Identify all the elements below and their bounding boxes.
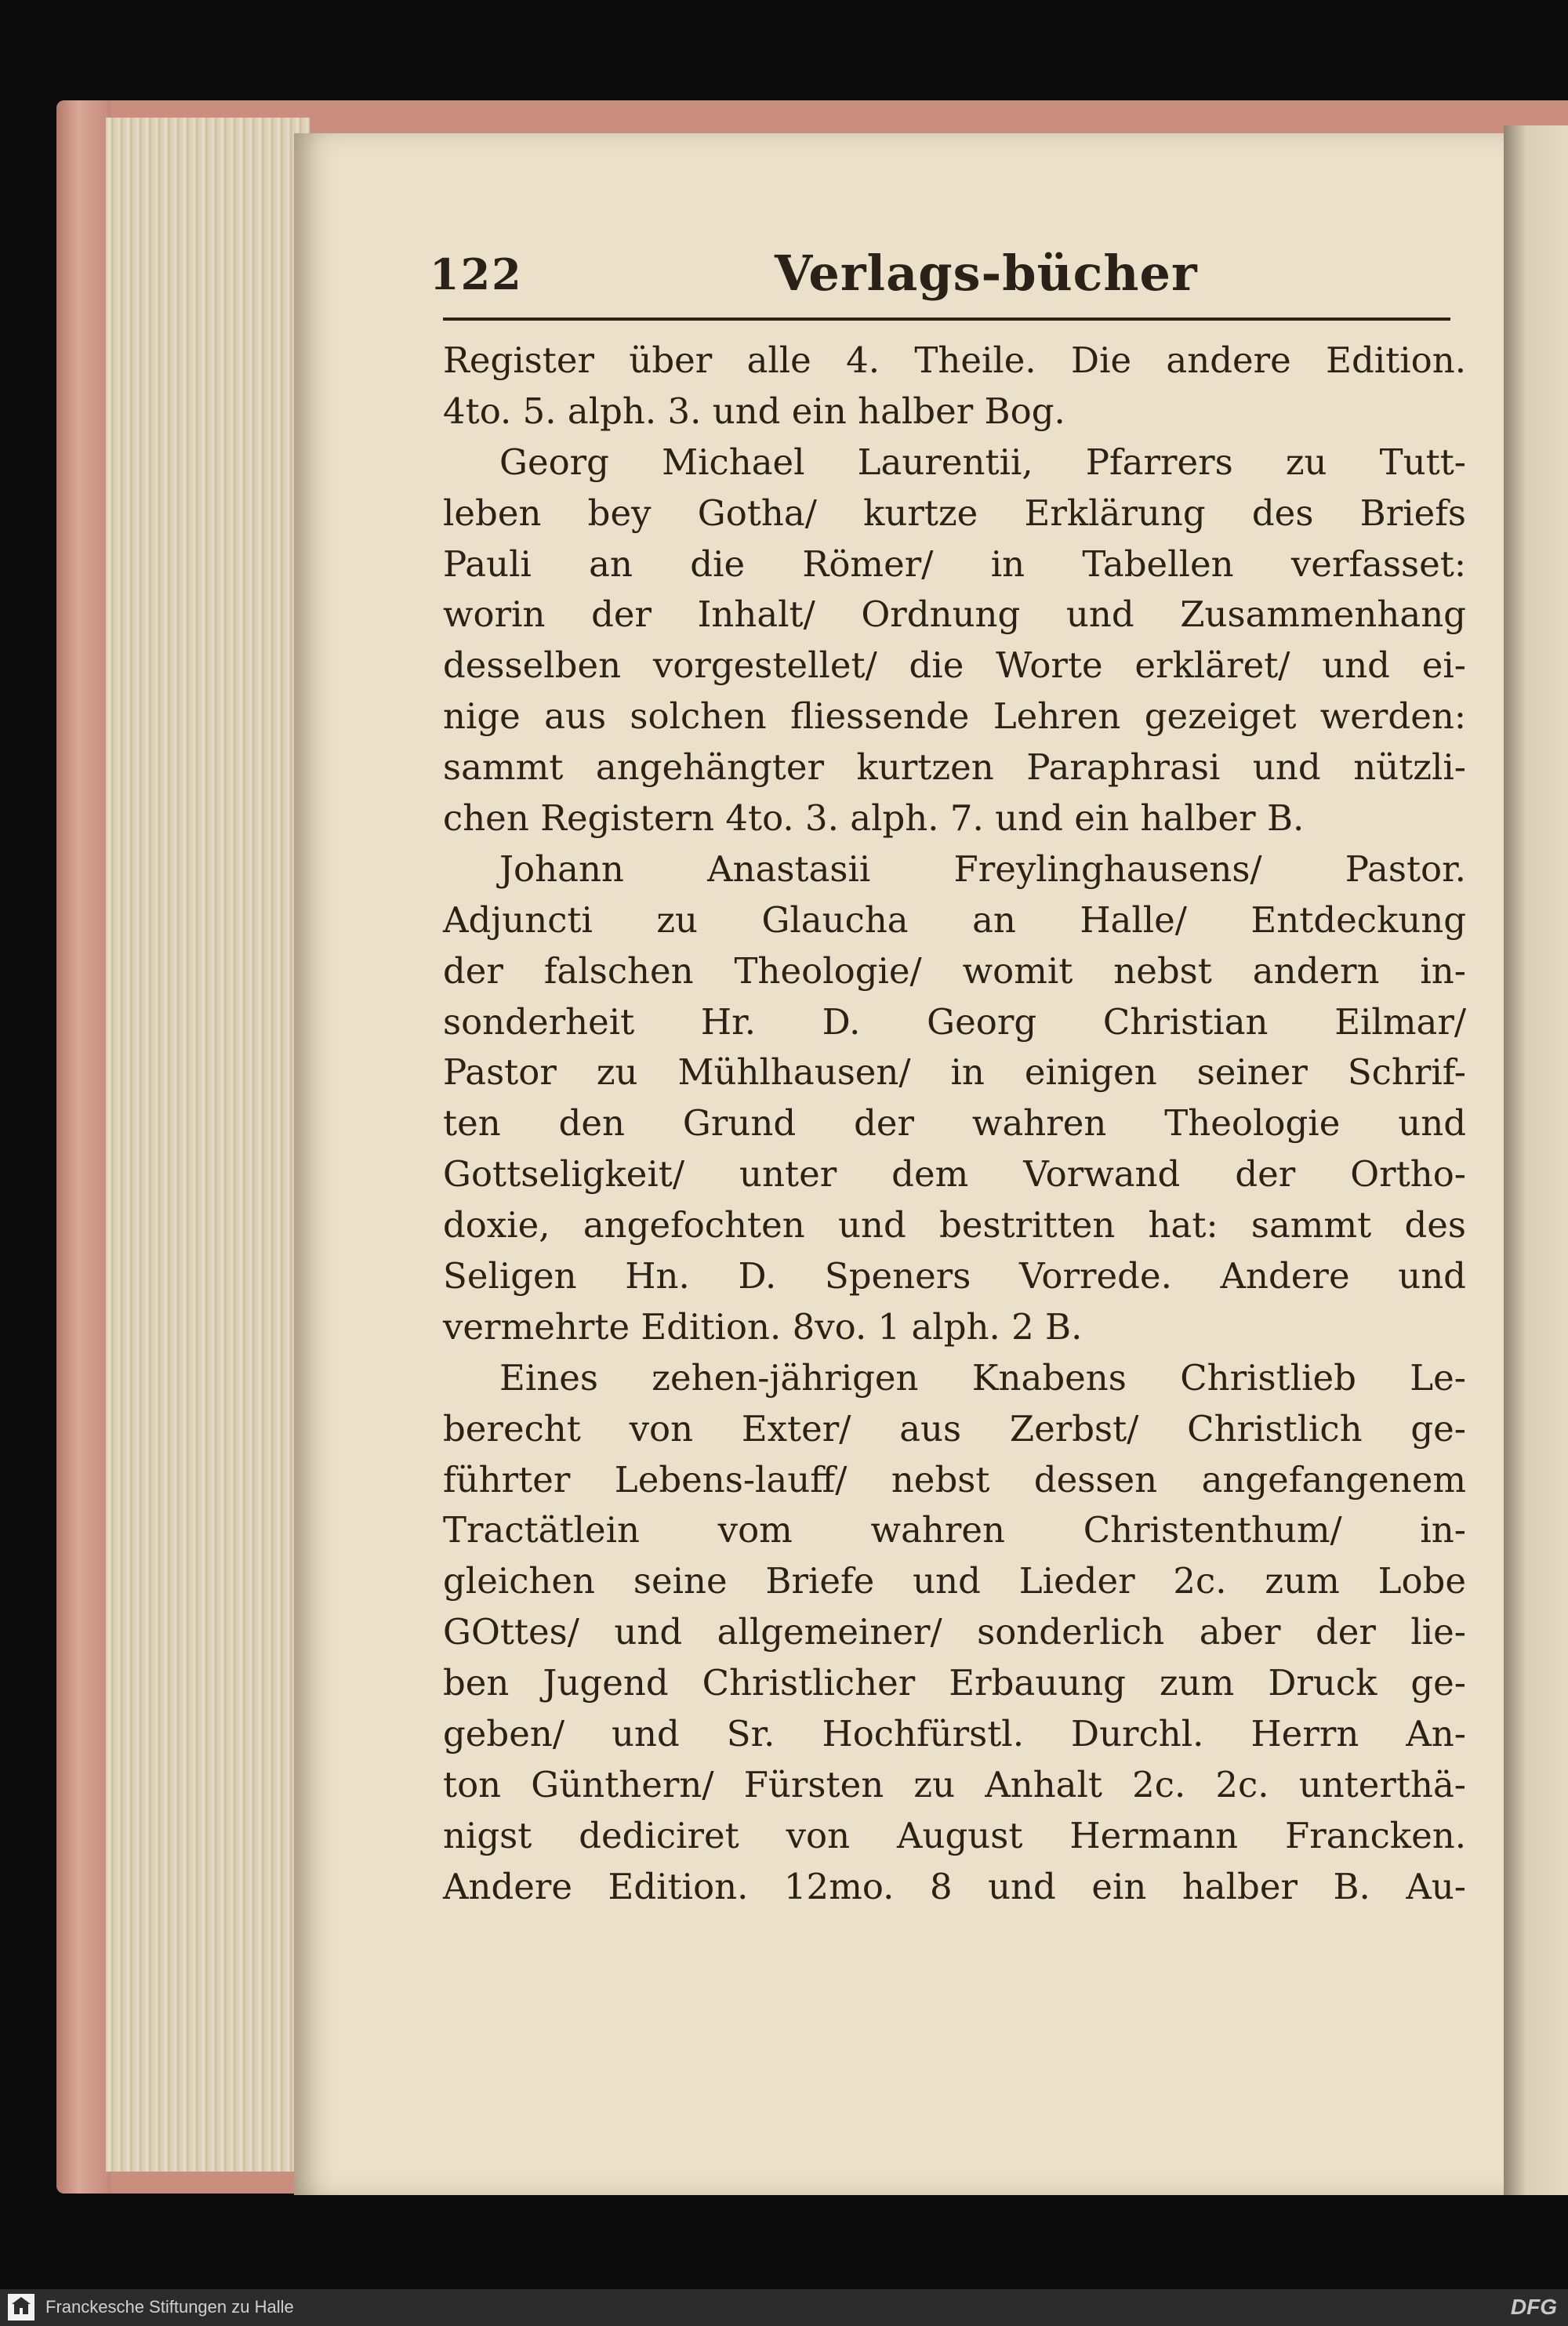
text-line: Gottseligkeit/ unter dem Vorwand der Ortho- xyxy=(443,1153,1466,1196)
text-line: 4to. 5. alph. 3. und ein halber Bog. xyxy=(443,390,1065,432)
running-head: Verlags-bücher xyxy=(775,245,1198,302)
text-line: Adjuncti zu Glaucha an Halle/ Entdeckung xyxy=(443,898,1466,941)
page-number: 122 xyxy=(430,249,523,299)
text-line: der falschen Theologie/ womit nebst andern in- xyxy=(443,949,1466,992)
text-line: nige aus solchen fliessende Lehren gezeiget werden: xyxy=(443,695,1466,738)
header-rule xyxy=(443,318,1450,321)
text-line: Seligen Hn. D. Speners Vorrede. Andere und xyxy=(443,1255,1466,1297)
text-line: nigst dediciret von August Hermann Francken. xyxy=(443,1814,1466,1856)
text-line: führter Lebens-lauff/ nebst dessen angefangenem xyxy=(443,1458,1466,1500)
text-line: Register über alle 4. Theile. Die andere Edition. xyxy=(443,339,1466,381)
text-line: ton Günthern/ Fürsten zu Anhalt 2c. 2c. unterthä- xyxy=(443,1763,1466,1805)
text-line: Andere Edition. 12mo. 8 und ein halber B. Au- xyxy=(443,1865,1466,1907)
text-line: Tractätlein vom wahren Christenthum/ in- xyxy=(443,1509,1466,1551)
text-line: Johann Anastasii Freylinghausens/ Pastor. xyxy=(499,847,1466,890)
cover-edge xyxy=(56,100,111,2194)
text-line: ten den Grund der wahren Theologie und xyxy=(443,1102,1466,1145)
text-line: ben Jugend Christlicher Erbauung zum Druck ge- xyxy=(443,1662,1466,1704)
text-line: Pastor zu Mühlhausen/ in einigen seiner Schrif- xyxy=(443,1051,1466,1094)
text-line: Pauli an die Römer/ in Tabellen verfasset: xyxy=(443,542,1466,585)
page-stack xyxy=(106,118,310,2172)
footer-institution: Franckesche Stiftungen zu Halle xyxy=(45,2297,294,2317)
text-line: gleichen seine Briefe und Lieder 2c. zum Lobe xyxy=(443,1560,1466,1602)
text-line: Eines zehen-jährigen Knabens Christlieb Le- xyxy=(499,1356,1466,1399)
facing-page-edge xyxy=(1504,125,1568,2195)
text-line: Georg Michael Laurentii, Pfarrers zu Tutt- xyxy=(499,441,1466,483)
text-line: leben bey Gotha/ kurtze Erklärung des Briefs xyxy=(443,492,1466,534)
dfg-logo: DFG xyxy=(1510,2295,1557,2319)
text-line: vermehrte Edition. 8vo. 1 alph. 2 B. xyxy=(443,1305,1083,1348)
text-line: desselben vorgestellet/ die Worte erkläret/ und ei- xyxy=(443,644,1466,687)
text-line: chen Registern 4to. 3. alph. 7. und ein halber B. xyxy=(443,797,1305,840)
text-line: sonderheit Hr. D. Georg Christian Eilmar/ xyxy=(443,1000,1466,1043)
page-header xyxy=(430,245,1449,312)
footer-bar xyxy=(0,2289,1568,2326)
text-line: geben/ und Sr. Hochfürstl. Durchl. Herrn An- xyxy=(443,1713,1466,1755)
text-line: worin der Inhalt/ Ordnung und Zusammenhang xyxy=(443,593,1466,636)
text-line: berecht von Exter/ aus Zerbst/ Christlich ge- xyxy=(443,1407,1466,1450)
text-line: sammt angehängter kurtzen Paraphrasi und nützli- xyxy=(443,746,1466,789)
text-line: doxie, angefochten und bestritten hat: sammt des xyxy=(443,1204,1466,1246)
text-block xyxy=(443,336,1466,1913)
institution-logo-icon xyxy=(8,2294,34,2321)
text-line: GOttes/ und allgemeiner/ sonderlich aber der lie- xyxy=(443,1611,1466,1653)
